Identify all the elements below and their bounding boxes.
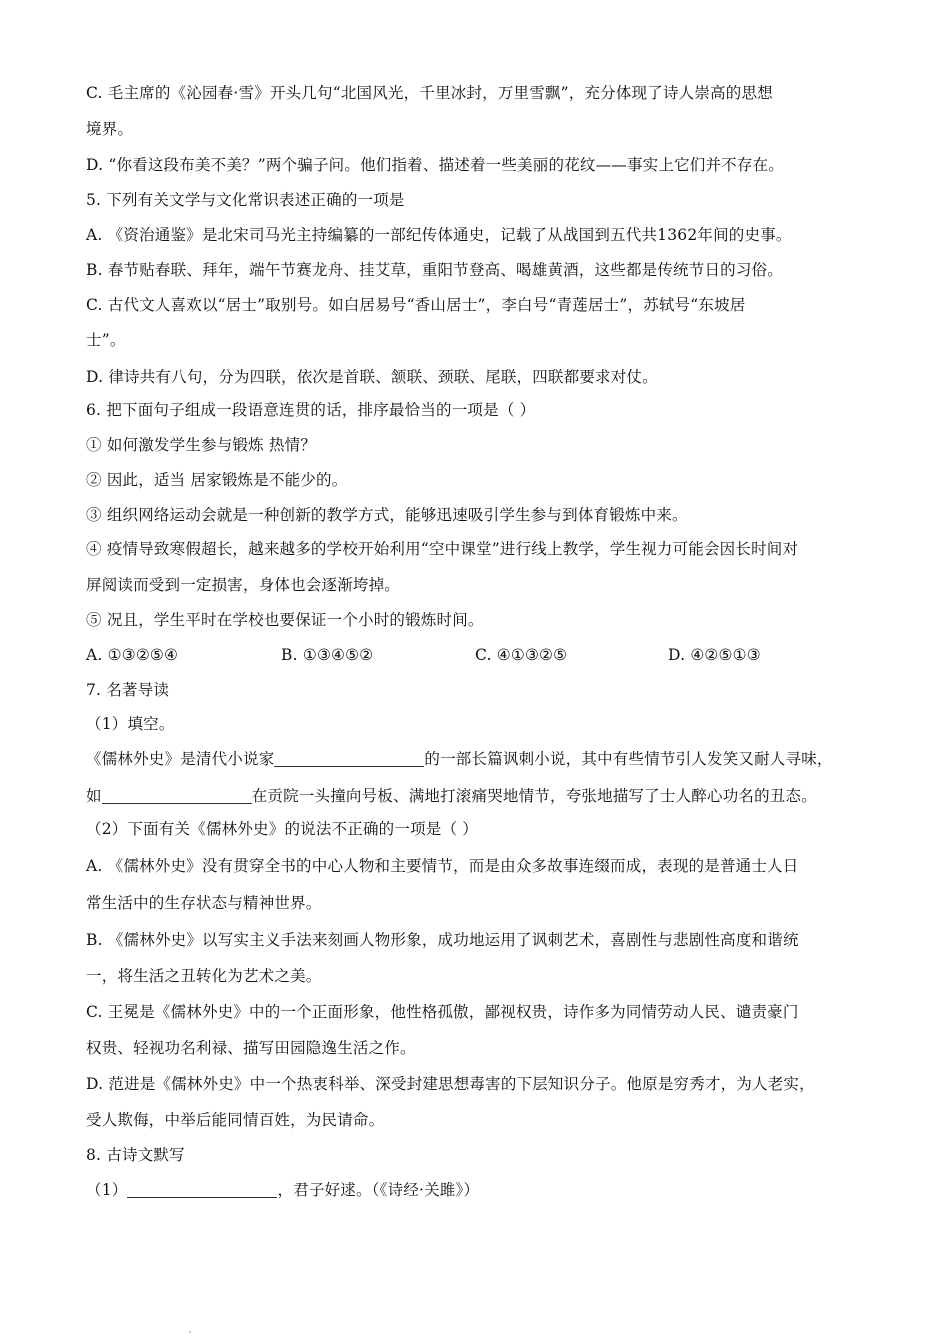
q6-option-d: D. ④②⑤①③ <box>668 646 761 664</box>
q7-fill-text-b: 的一部长篇讽刺小说，其中有些情节引人发笑又耐人寻味， <box>424 750 833 768</box>
q6-options <box>86 644 866 666</box>
q6-sentence-4-line2: 屏阅读而受到一定损害，身体也会逐渐垮掉。 <box>86 576 401 594</box>
answer-blank[interactable] <box>274 750 424 767</box>
q7-option-b-line1: B. 《儒林外史》以写实主义手法来刻画人物形象，成功地运用了讽刺艺术，喜剧性与悲剧性高度和谐统 <box>86 931 799 949</box>
q7-option-a-line1: A. 《儒林外史》没有贯穿全书的中心人物和主要情节，而是由众多故事连缀而成，表现的是普通士人日 <box>86 857 799 875</box>
q7-stem: 7. 名著导读 <box>86 681 170 699</box>
answer-blank[interactable] <box>102 787 252 804</box>
q8-item-1 <box>86 1179 866 1201</box>
q6-sentence-3: ③ 组织网络运动会就是一种创新的教学方式，能够迅速吸引学生参与到体育锻炼中来。 <box>86 506 688 524</box>
q7-option-d-line1: D. 范进是《儒林外史》中一个热衷科举、深受封建思想毒害的下层知识分子。他原是穷秀才，为人老实， <box>86 1075 815 1093</box>
q5-option-c-line1: C. 古代文人喜欢以“居士”取别号。如白居易号“香山居士”，李白号“青莲居士”，苏轼号“东坡居 <box>86 296 746 314</box>
q6-sentence-5: ⑤ 况且，学生平时在学校也要保证一个小时的锻炼时间。 <box>86 611 484 629</box>
q5-option-d: D. 律诗共有八句，分为四联，依次是首联、颔联、颈联、尾联，四联都要求对仗。 <box>86 368 658 386</box>
q6-sentence-1: ① 如何激发学生参与锻炼 热情？ <box>86 436 317 454</box>
q6-sentence-2: ② 因此，适当 居家锻炼是不能少的。 <box>86 471 348 489</box>
q7-part2-stem: （2）下面有关《儒林外史》的说法不正确的一项是（ ） <box>86 820 478 838</box>
q5-option-a: A. 《资治通鉴》是北宋司马光主持编纂的一部纪传体通史，记载了从战国到五代共1362年间的史事。 <box>86 226 792 244</box>
page-mark-dot <box>189 1331 191 1333</box>
q6-option-c: C. ④①③②⑤ <box>475 646 568 664</box>
q7-part1-label: （1）填空。 <box>86 715 175 733</box>
q7-fill-text-a: 《儒林外史》是清代小说家 <box>86 750 275 768</box>
q5-stem: 5. 下列有关文学与文化常识表述正确的一项是 <box>86 191 405 209</box>
q7-fill-text-c: 如 <box>86 787 102 805</box>
q6-option-b: B. ①③④⑤② <box>281 646 374 664</box>
q4-option-d: D. “你看这段布美不美？”两个骗子问。他们指着、描述着一些美丽的花纹——事实上它们并不存在。 <box>86 156 784 174</box>
q7-fill-text-d: 在贡院一头撞向号板、满地打滚痛哭地情节，夸张地描写了士人醉心功名的丑态。 <box>251 787 817 805</box>
q7-fill-line1 <box>86 748 866 770</box>
q4-option-c-line2: 境界。 <box>86 120 134 138</box>
q8-stem: 8. 古诗文默写 <box>86 1146 185 1164</box>
q5-option-c-line2: 士”。 <box>86 331 126 349</box>
q5-option-b: B. 春节贴春联、拜年，端午节赛龙舟、挂艾草，重阳节登高、喝雄黄酒，这些都是传统节日的习俗。 <box>86 261 783 279</box>
q7-option-b-line2: 一，将生活之丑转化为艺术之美。 <box>86 967 322 985</box>
q8-item-1-number: （1） <box>86 1181 128 1199</box>
q6-sentence-4-line1: ④ 疫情导致寒假超长，越来越多的学校开始利用“空中课堂”进行线上教学，学生视力可能会因长时间对 <box>86 540 799 558</box>
q7-option-c-line2: 权贵、轻视功名利禄、描写田园隐逸生活之作。 <box>86 1039 416 1057</box>
q6-stem: 6. 把下面句子组成一段语意连贯的话，排序最恰当的一项是（ ） <box>86 401 536 419</box>
answer-blank[interactable] <box>127 1181 277 1198</box>
q7-option-a-line2: 常生活中的生存状态与精神世界。 <box>86 894 322 912</box>
q6-option-a: A. ①③②⑤④ <box>86 646 179 664</box>
q7-option-d-line2: 受人欺侮，中举后能同情百姓，为民请命。 <box>86 1111 385 1129</box>
q8-item-1-text: ，君子好逑。（《诗经·关雎》） <box>277 1181 480 1199</box>
q7-option-c-line1: C. 王冕是《儒林外史》中的一个正面形象，他性格孤傲，鄙视权贵，诗作多为同情劳动人民、谴责豪门 <box>86 1003 799 1021</box>
q7-fill-line2 <box>86 785 866 807</box>
q4-option-c-line1: C. 毛主席的《沁园春·雪》开头几句“北国风光，千里冰封，万里雪飘”，充分体现了诗人崇高的思想 <box>86 84 773 102</box>
